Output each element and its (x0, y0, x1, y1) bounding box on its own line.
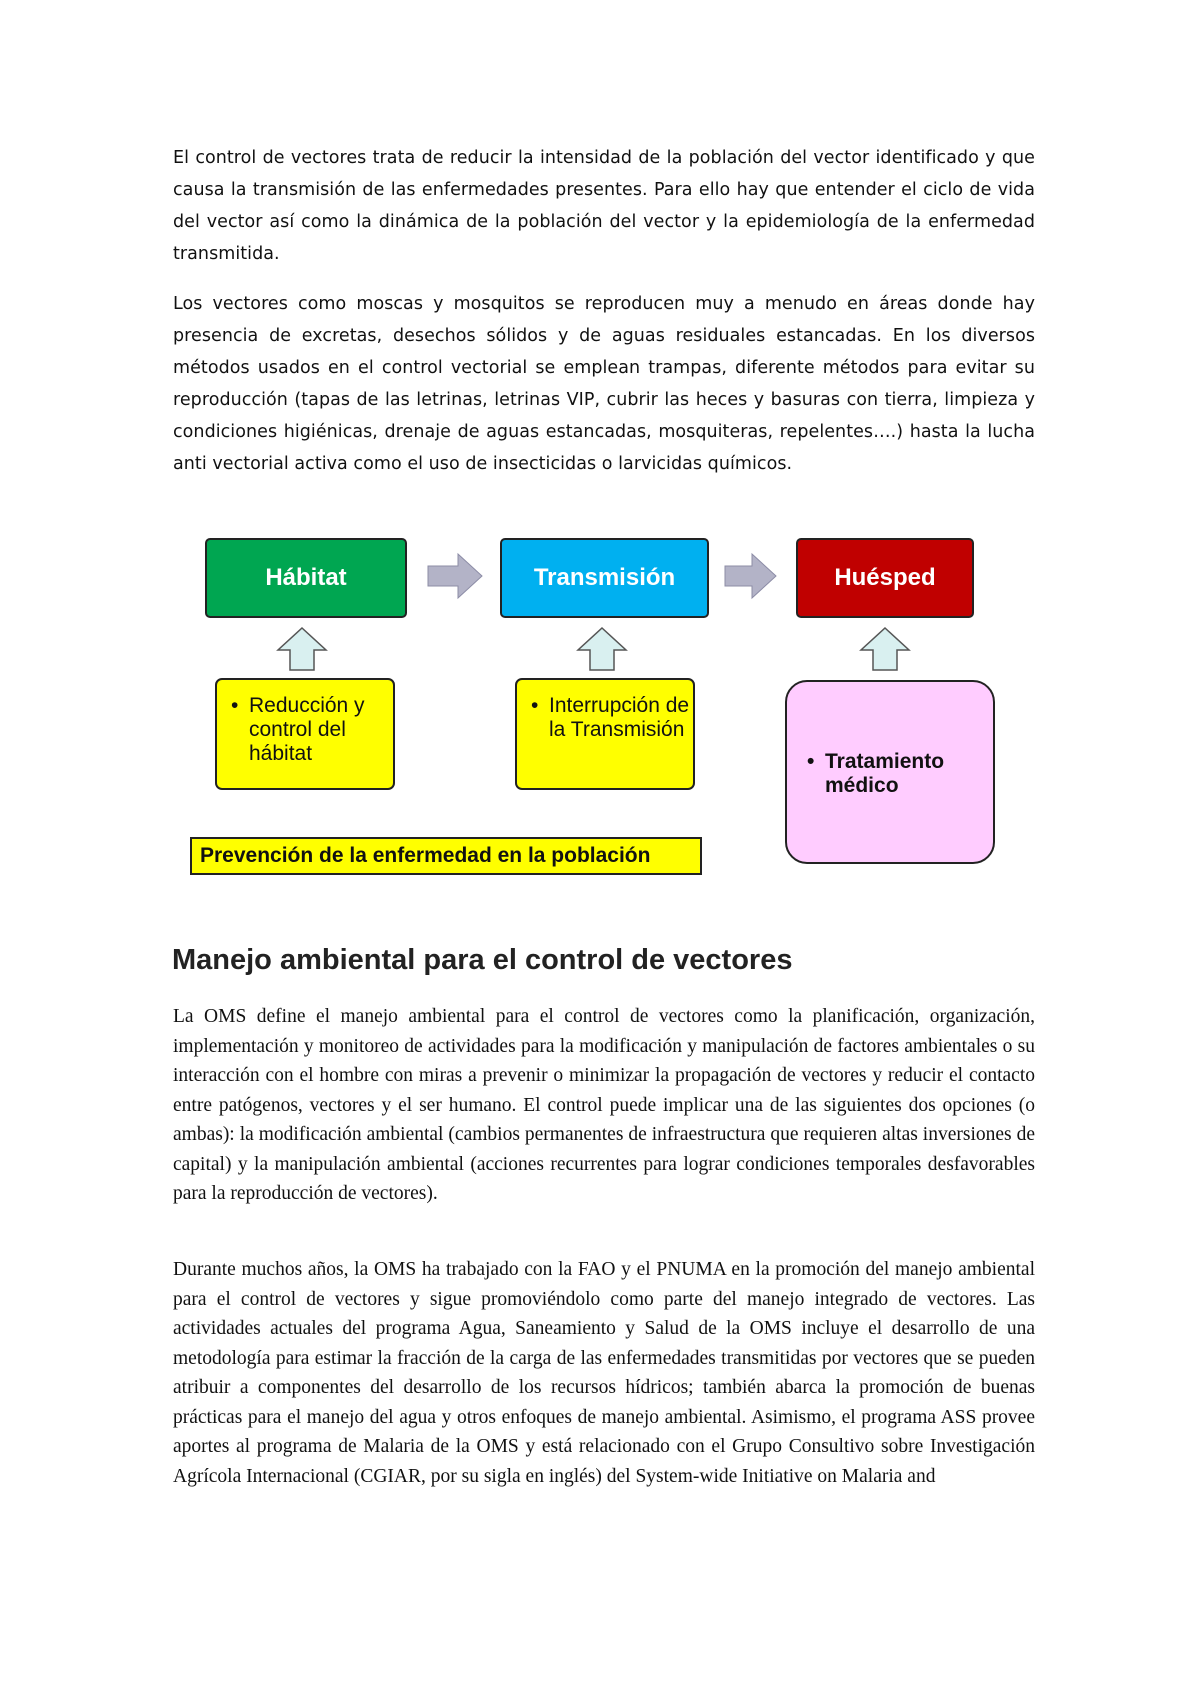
up-arrow-icon (278, 628, 326, 670)
bullet: • (231, 694, 239, 717)
bullet: • (807, 750, 815, 773)
note-text: Interrupción de la Transmisión (549, 694, 690, 741)
section-paragraph-2: Durante muchos años, la OMS ha trabajado con la FAO y el PNUMA en la promoción del manejo ambiental para el control de vectores y sigue promoviéndolo como parte del manejo integrado de vectores. Las actividades actuales del programa Agua, Saneamiento y Salud de la OMS incluye el desarrollo de una metodología para estimar la fracción de la carga de las enfermedades transmitidas por vectores que se pueden atribuir a componentes del desarrollo de los recursos hídricos; también abarca la promoción de buenas prácticas para el manejo del agua y otros enfoques de manejo ambiental. Asimismo, el programa ASS provee aportes al programa de Malaria de la OMS y está relacionado con el Grupo Consultivo sobre Investigación Agrícola Internacional (CGIAR, por su sigla en inglés) del System-wide Initiative on Malaria and (173, 1259, 1035, 1487)
note-huesped (785, 680, 995, 864)
note-habitat (215, 678, 395, 790)
up-arrow-icon (578, 628, 626, 670)
note-text: Tratamiento médico (825, 750, 945, 797)
bullet: • (531, 694, 539, 717)
note-text: Reducción y control del hábitat (249, 694, 365, 765)
section-paragraph-1: La OMS define el manejo ambiental para el control de vectores como la planificación, organización, implementación y monitoreo de actividades para la modificación y manipulación de factores ambientales o su interacción con el hombre con miras a prevenir o minimizar la propagación de vectores y reducir el contacto entre patógenos, vectores y el ser humano. El control puede implicar una de las siguientes dos opciones (o ambas): la modificación ambiental (cambios permanentes de infraestructura que requieren altas inversiones de capital) y la manipulación ambiental (acciones recurrentes para lograr condiciones temporales desfavorables para la reproducción de vectores). (173, 1006, 1035, 1204)
up-arrow-icon (861, 628, 909, 670)
prevention-label: Prevención de la enfermedad en la población (190, 837, 702, 875)
right-arrow-icon (725, 554, 776, 598)
note-transmision (515, 678, 695, 790)
intro-paragraph-2: Los vectores como moscas y mosquitos se reproducen muy a menudo en áreas donde hay presencia de excretas, desechos sólidos y de aguas residuales estancadas. En los diversos métodos usados en el control vectorial se emplean trampas, diferente métodos para evitar su reproducción (tapas de las letrinas, letrinas VIP, cubrir las heces y basuras con tierra, limpieza y condiciones higiénicas, drenaje de aguas estancadas, mosquiteras, repelentes….) hasta la lucha anti vectorial activa como el uso de insecticidas o larvicidas químicos. (173, 294, 1035, 474)
habitat-box: Hábitat (205, 538, 407, 618)
intro-paragraph-1: El control de vectores trata de reducir la intensidad de la población del vector identificado y que causa la transmisión de las enfermedades presentes. Para ello hay que entender el ciclo de vida del vector así como la dinámica de la población del vector y la epidemiología de la enfermedad transmitida. (173, 148, 1035, 264)
huesped-box: Huésped (796, 538, 974, 618)
right-arrow-icon (428, 554, 482, 598)
section-heading: Manejo ambiental para el control de vectores (172, 944, 793, 976)
transmision-box: Transmisión (500, 538, 709, 618)
